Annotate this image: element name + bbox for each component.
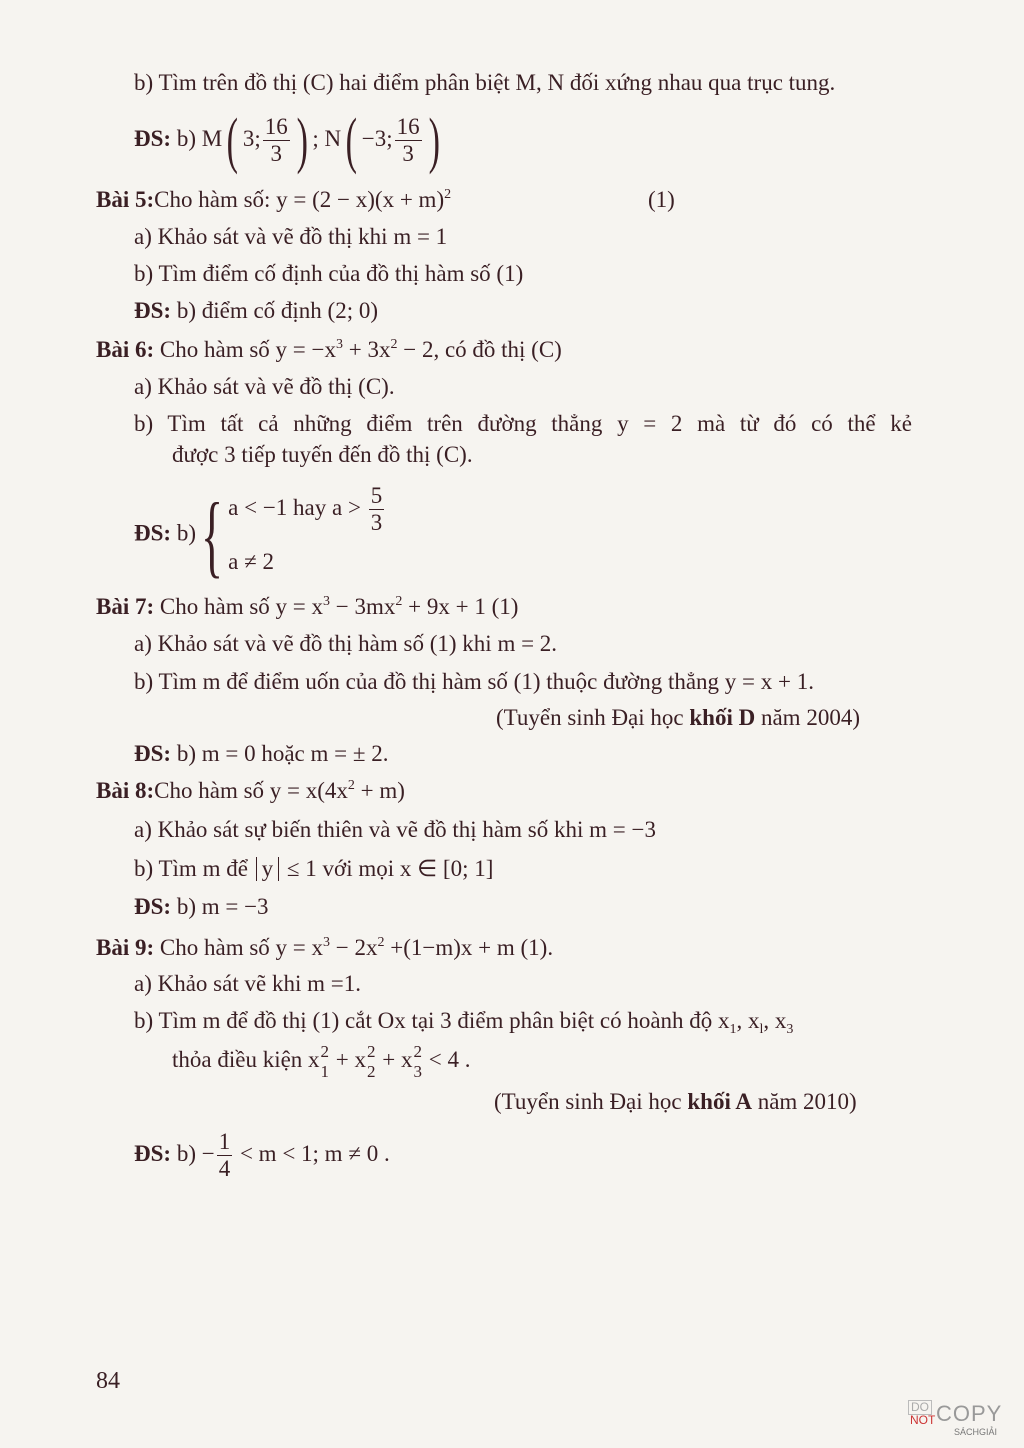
- condition-system: [228, 482, 386, 588]
- condition-1-text: a < −1 hay a >: [228, 495, 367, 520]
- point-separator: ; N: [312, 126, 342, 151]
- exercise-7-part-b: b) Tìm m để điểm uốn của đồ thị hàm số (1) thuộc đường thẳng y = x + 1.: [134, 669, 814, 694]
- exercise-8-part-b-text: ≤ 1 với mọi x ∈ [0; 1]: [281, 856, 494, 881]
- exercise-6-text: + 3x: [342, 337, 391, 362]
- exercise-9-part-b-continued: [172, 1040, 471, 1082]
- exercise-8-part-b-text: b) Tìm m để: [134, 856, 254, 881]
- exercise-9-source: [494, 1087, 857, 1117]
- exercise-9-part-b: [134, 1006, 793, 1036]
- subscript: 1: [729, 1022, 737, 1037]
- answer-label: ĐS:: [134, 894, 172, 919]
- exercise-6-part-a: a) Khảo sát và vẽ đồ thị (C).: [134, 374, 395, 399]
- superscript: 2: [413, 1041, 423, 1061]
- answer-5-text: b) điểm cố định (2; 0): [176, 298, 379, 323]
- answer-8: [134, 892, 269, 922]
- answer-7-text: b) m = 0 hoặc m = ± 2.: [171, 741, 389, 766]
- exercise-6-label: Bài 6:: [96, 337, 155, 362]
- exercise-5-label: Bài 5:: [96, 187, 155, 212]
- superscript: 2: [367, 1041, 376, 1061]
- exercise-9-label: Bài 9:: [96, 935, 155, 960]
- fraction-denominator: 3: [370, 510, 383, 536]
- watermark-logo: [908, 1400, 1012, 1440]
- exponent: 2: [444, 187, 452, 202]
- exercise-6-text: − 2, có đồ thị (C): [397, 337, 562, 362]
- exercise-7-label: Bài 7:: [96, 594, 155, 619]
- exercise-6-header: [96, 335, 562, 365]
- exercise-8-part-b: [134, 854, 493, 884]
- fraction-denominator: 4: [218, 1156, 231, 1182]
- fraction-numerator: 16: [264, 114, 288, 140]
- superscript: 2: [320, 1041, 330, 1061]
- exercise-8-text: + m): [354, 778, 405, 803]
- watermark-copy: COPY: [936, 1401, 1003, 1426]
- right-paren: ): [296, 106, 308, 175]
- source-text: (Tuyển sinh Đại học: [494, 1089, 688, 1114]
- fraction-denominator: 3: [270, 141, 282, 167]
- exercise-5-header: [96, 185, 451, 215]
- exercise-8-label: Bài 8:: [96, 778, 155, 803]
- exercise-9-text: − 2x: [330, 935, 378, 960]
- exercise-6-text: Cho hàm số y = −x: [154, 337, 336, 362]
- exercise-9-part-b-text: , x: [763, 1008, 787, 1033]
- exercise-7-header: [96, 592, 518, 622]
- exponent: 2: [377, 935, 385, 950]
- condition-text: < 4 .: [423, 1047, 471, 1072]
- fraction-n-y: [395, 114, 422, 167]
- exercise-9-part-a: a) Khảo sát vẽ khi m =1.: [134, 971, 361, 996]
- answer-6-prefix: b): [176, 520, 196, 546]
- answer-5: [134, 296, 378, 326]
- index-stack: [414, 1042, 423, 1082]
- answer-6: [134, 482, 386, 588]
- answer-9-text: b) −: [171, 1141, 215, 1166]
- subscript: l: [759, 1022, 764, 1037]
- fraction: [217, 1129, 233, 1182]
- answer-9: [134, 1124, 390, 1184]
- exercise-5-text: Cho hàm số: y = (2 − x)(x + m): [154, 187, 445, 212]
- source-bold: khối D: [689, 705, 756, 730]
- subscript: 1: [320, 1061, 330, 1081]
- condition-text: + x: [376, 1047, 413, 1072]
- point-n-x: −3;: [361, 126, 393, 151]
- fraction-denominator: 3: [402, 141, 414, 167]
- source-bold: khối A: [687, 1089, 752, 1114]
- point-m-x: 3;: [242, 126, 261, 151]
- answer-label: ĐS:: [134, 1141, 172, 1166]
- exponent: 2: [395, 594, 403, 609]
- left-paren: (: [226, 106, 239, 175]
- answer-8-text: b) m = −3: [171, 894, 269, 919]
- left-paren: (: [345, 106, 358, 175]
- answer-7: [134, 739, 388, 769]
- exercise-5-part-a: a) Khảo sát và vẽ đồ thị khi m = 1: [134, 224, 448, 249]
- answer-label: ĐS:: [134, 520, 172, 546]
- exercise-6-part-b-continued: được 3 tiếp tuyến đến đồ thị (C).: [172, 442, 473, 467]
- answer-label: ĐS:: [134, 126, 172, 151]
- exponent: 3: [323, 594, 331, 609]
- answer-4: [134, 106, 444, 175]
- exercise-9-text: +(1−m)x + m (1).: [384, 935, 554, 960]
- exercise-5-part-b: b) Tìm điểm cố định của đồ thị hàm số (1): [134, 261, 524, 286]
- page-number: 84: [96, 1368, 120, 1394]
- fraction: [369, 483, 385, 536]
- index-stack: [367, 1042, 376, 1082]
- left-brace: {: [201, 484, 224, 587]
- exercise-7-text: − 3mx: [330, 594, 396, 619]
- condition-text: thỏa điều kiện x: [172, 1047, 320, 1072]
- fraction-numerator: 5: [370, 483, 383, 509]
- source-text: năm 2010): [751, 1089, 857, 1114]
- exercise-6-part-b: b) Tìm tất cả những điểm trên đường thẳng y = 2 mà từ đó có thể kẻ: [134, 411, 912, 436]
- watermark-do: DO: [908, 1400, 932, 1415]
- answer-4-prefix: b) M: [176, 126, 223, 151]
- exponent: 3: [335, 337, 343, 352]
- exercise-7-text: + 9x + 1 (1): [402, 594, 519, 619]
- subscript: 3: [413, 1061, 423, 1081]
- exercise-9-header: [96, 933, 553, 963]
- exercise-9-text: Cho hàm số y = x: [154, 935, 324, 960]
- subscript: 3: [786, 1022, 794, 1037]
- exercise-8-text: Cho hàm số y = x(4x: [154, 778, 348, 803]
- exponent: 2: [390, 337, 398, 352]
- right-paren: ): [428, 106, 440, 175]
- exercise-7-source: [496, 703, 860, 733]
- exponent: 3: [323, 935, 331, 950]
- exercise-8-header: [96, 776, 405, 806]
- exponent: 2: [347, 778, 355, 793]
- source-text: (Tuyển sinh Đại học: [496, 705, 690, 730]
- subscript: 2: [367, 1061, 376, 1081]
- fraction-numerator: 1: [218, 1129, 231, 1155]
- index-stack: [321, 1042, 330, 1082]
- condition-2: a ≠ 2: [228, 549, 274, 575]
- exercise-9-part-b-text: , x: [736, 1008, 760, 1033]
- answer-9-text: < m < 1; m ≠ 0 .: [234, 1141, 390, 1166]
- exercise-8-part-a: a) Khảo sát sự biến thiên và vẽ đồ thị hàm số khi m = −3: [134, 817, 656, 842]
- exercise-7-part-a: a) Khảo sát và vẽ đồ thị hàm số (1) khi m = 2.: [134, 631, 558, 656]
- source-text: năm 2004): [755, 705, 860, 730]
- fraction-m-y: [263, 114, 290, 167]
- condition-1: [228, 482, 386, 536]
- exercise-4-part-b: b) Tìm trên đồ thị (C) hai điểm phân biệt M, N đối xứng nhau qua trục tung.: [134, 70, 836, 95]
- fraction-numerator: 16: [396, 114, 420, 140]
- condition-text: + x: [330, 1047, 367, 1072]
- exercise-9-part-b-text: b) Tìm m để đồ thị (1) cắt Ox tại 3 điểm phân biệt có hoành độ x: [134, 1008, 730, 1033]
- answer-label: ĐS:: [134, 741, 172, 766]
- absolute-value: y: [256, 857, 280, 881]
- exercise-7-text: Cho hàm số y = x: [154, 594, 324, 619]
- watermark-not: NOT: [910, 1413, 936, 1427]
- equation-marker: (1): [648, 187, 675, 212]
- answer-label: ĐS:: [134, 298, 172, 323]
- watermark-sach-giai: SÁCHGIẢI: [954, 1427, 998, 1437]
